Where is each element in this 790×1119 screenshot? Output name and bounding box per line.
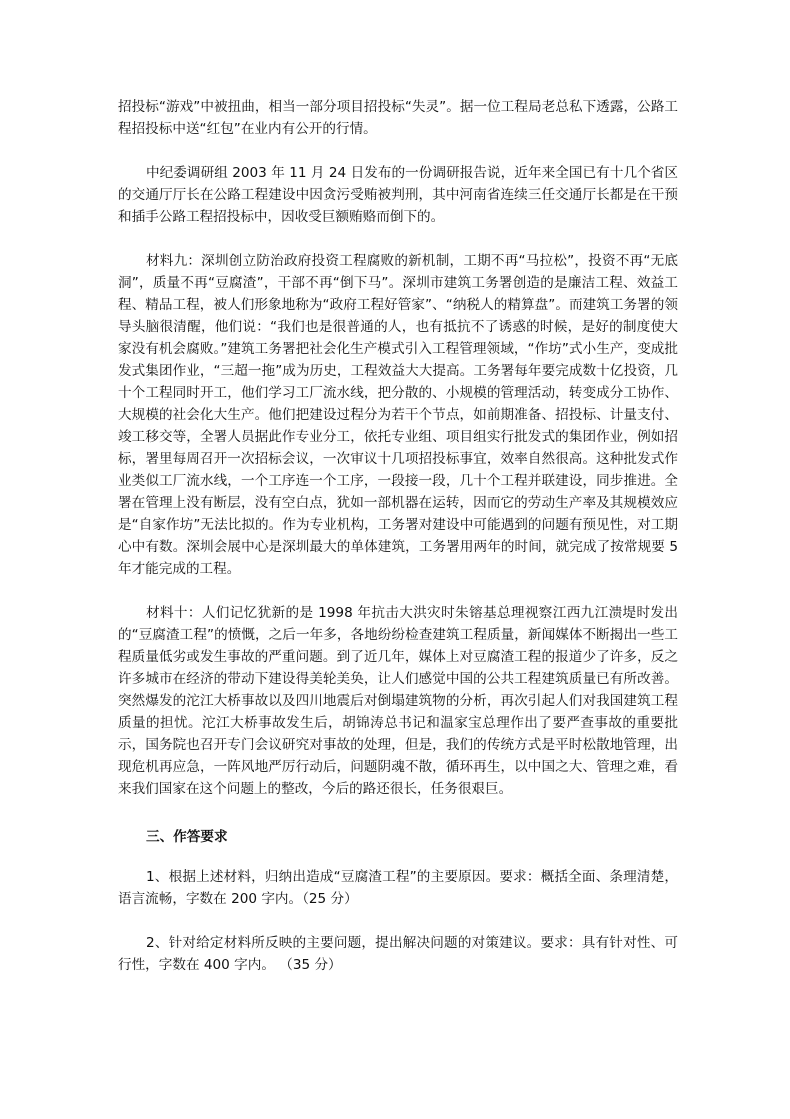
requirement-item-2: 2、针对给定材料所反映的主要问题，提出解决问题的对策建议。要求：具有针对性、可行性，字数在 400 字内。 （35 分） xyxy=(118,935,678,973)
paragraph-material-ten: 材料十：人们记忆犹新的是 1998 年抗击大洪灾时朱镕基总理视察江西九江溃堤时发出的“豆腐渣工程”的愤慨，之后一年多，各地纷纷检查建筑工程质量，新闻媒体不断揭出一些工程质量低劣或发生事故的严重问题。到了近几年，媒体上对豆腐渣工程的报道少了许多，反之许多城市在经济的带动下建设得美轮美奂，让人们感觉中国的公共工程建筑质量已有所改善。突然爆发的沱江大桥事故以及四川地震后对倒塌建筑物的分析，再次引起人们对我国建筑工程质量的担忧。沱江大桥事故发生后，胡锦涛总书记和温家宝总理作出了要严查事故的重要批示，国务院也召开专门会议研究对事故的处理，但是，我们的传统方式是平时松散地管理，出现危机再应急，一阵风地严厉行动后，问题阴魂不散，循环再生，以中国之大、管理之难，看来我们国家在这个问题上的整改，今后的路还很长，任务很艰巨。 xyxy=(118,605,678,797)
requirement-item-1: 1、根据上述材料，归纳出造成“豆腐渣工程”的主要原因。要求：概括全面、条理清楚，语言流畅，字数在 200 字内。（25 分） xyxy=(118,869,678,907)
paragraph-material-nine: 材料九：深圳创立防治政府投资工程腐败的新机制，工期不再“马拉松”，投资不再“无底洞”，质量不再“豆腐渣”，干部不再“倒下马”。深圳市建筑工务署创造的是廉洁工程、效益工程、精品工程，被人们形象地称为“政府工程好管家”、“纳税人的精算盘”。而建筑工务署的领导头脑很清醒，他们说：“我们也是很普通的人，也有抵抗不了诱惑的时候，是好的制度使大家没有机会腐败。”建筑工务署把社会化生产模式引入工程管理领域，“作坊”式小生产，变成批发式集团作业，“三超一拖”成为历史，工程效益大大提高。工务署每年要完成数十亿投资，几十个工程同时开工，他们学习工厂流水线，把分散的、小规模的管理活动，转变成分工协作、大规模的社会化大生产。他们把建设过程分为若干个节点，如前期准备、招投标、计量支付、竣工移交等，全署人员据此作专业分工，依托专业组、项目组实行批发式的集团作业，例如招标，署里每周召开一次招标会议，一次审议十几项招投标事宜，效率自然很高。这种批发式作业类似工厂流水线，一个工序连一个工序，一段接一段，几十个工程并联建设，同步推进。全署在管理上没有断层，没有空白点，犹如一部机器在运转，因而它的劳动生产率及其规模效应是“自家作坊”无法比拟的。作为专业机构，工务署对建设中可能遇到的问题有预见性，对工期心中有数。深圳会展中心是深圳最大的单体建筑，工务署用两年的时间，就完成了按常规要 5 年才能完成的工程。 xyxy=(118,253,678,577)
paragraph-bidding-continuation: 招投标“游戏”中被扭曲，相当一部分项目招投标“失灵”。据一位工程局老总私下透露，公路工程招投标中送“红包”在业内有公开的行情。 xyxy=(118,99,678,137)
paragraph-investigation-report: 中纪委调研组 2003 年 11 月 24 日发布的一份调研报告说，近年来全国已有十几个省区的交通厅厅长在公路工程建设中因贪污受贿被判刑，其中河南省连续三任交通厅长都是在干预和插手公路工程招投标中，因收受巨额贿赂而倒下的。 xyxy=(118,165,678,225)
section-heading: 三、作答要求 xyxy=(146,829,228,845)
